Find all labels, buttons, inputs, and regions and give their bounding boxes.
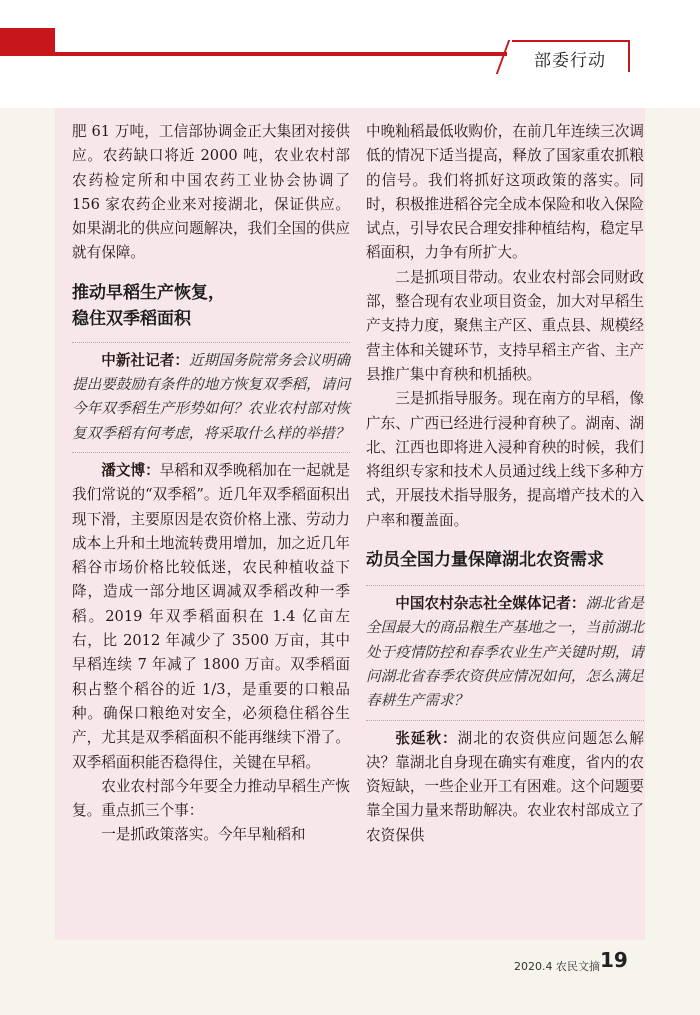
answer-text: 湖北的农资供应问题怎么解决？靠湖北自身现在确实有难度，省内的农资短缺，一些企业开工有困难。这个问题要靠全国力量来帮助解决。农业农村部成立了农资保供	[366, 729, 644, 844]
answer-paragraph	[366, 727, 644, 848]
paragraph: 二是抓项目带动。农业农村部会同财政部，整合现有农业项目资金，加大对早稻生产支持力度，聚焦主产区、重点县、规模经营主体和关键环节，支持早稻主产省、主产县推广集中育秧和机插秧。	[366, 268, 644, 383]
question-speaker: 中国农村杂志社全媒体记者：	[395, 595, 586, 613]
divider	[72, 342, 350, 343]
answer-paragraph	[72, 459, 350, 775]
answer-speaker: 张延秋：	[395, 729, 458, 747]
right-column	[366, 120, 644, 848]
question-text: 近期国务院常务会议明确提出要鼓励有条件的地方恢复双季稻，请问今年双季稻生产形势如何？农业农村部对恢复双季稻有何考虑，将采取什么样的举措？	[72, 351, 350, 442]
page-number: 19	[600, 948, 628, 972]
question-paragraph	[72, 349, 350, 446]
question-speaker: 中新社记者：	[101, 351, 190, 369]
section-heading	[72, 280, 350, 332]
paragraph: 农业农村部今年要全力推动早稻生产恢复。重点抓三个事：	[72, 777, 350, 820]
section-heading-line: 稳住双季稻面积	[72, 308, 191, 329]
question-paragraph	[366, 592, 644, 713]
paragraph: 肥 61 万吨，工信部协调金正大集团对接供应。农药缺口将近 2000 吨，农业农村部农药检定所和中国农药工业协会协调了 156 家农药企业来对接湖北，保证供应。如果湖北的供应问题解决，我们全国的供应就有保障。	[72, 123, 350, 262]
question-text: 湖北省是全国最大的商品粮生产基地之一，当前湖北处于疫情防控和春季农业生产关键时期，请问湖北省春季农资供应情况如何，怎么满足春耕生产需求？	[366, 595, 644, 710]
answer-speaker: 潘文博：	[101, 461, 160, 479]
paragraph: 中晚籼稻最低收购价，在前几年连续三次调低的情况下适当提高，释放了国家重农抓粮的信号。我们将抓好这项政策的落实。同时，积极推进稻谷完全成本保险和收入保险试点，引导农民合理安排种植结构，稳定早稻面积，力争有所扩大。	[366, 123, 644, 262]
divider	[72, 452, 350, 453]
divider	[366, 720, 644, 721]
paragraph: 三是抓指导服务。现在南方的早稻，像广东、广西已经进行浸种育秧了。湖南、湖北、江西也即将进入浸种育秧的时候，我们将组织专家和技术人员通过线上线下多种方式，开展技术指导服务，提高增产技术的入户率和覆盖面。	[366, 390, 644, 529]
left-column	[72, 120, 350, 848]
answer-text: 早稻和双季晚稻加在一起就是我们常说的“双季稻”。近几年双季稻面积出现下滑，主要原因是农资价格上涨、劳动力成本上升和土地流转费用增加，加之近几年稻谷市场价格比较低迷，农民种植收益下降，造成一部分地区调减双季稻改种一季稻。2019 年双季稻面积在 1.4 亿亩左右，比 2012 年减少了 3500 万亩，其中早稻连续 7 年减了 1800 万亩。双季稻面积占整个稻谷的近 1/3，是重要的口粮品种。确保口粮绝对安全，必须稳住稻谷生产，尤其是双季稻面积不能再继续下滑了。双季稻面积能否稳得住，关键在早稻。	[72, 461, 350, 771]
issue-magazine: 2020.4 农民文摘	[514, 960, 600, 973]
header-red-block	[0, 28, 55, 56]
header-red-rule	[55, 52, 507, 56]
section-label: 部委行动	[534, 51, 606, 71]
section-heading: 动员全国力量保障湖北农资需求	[366, 550, 604, 571]
paragraph: 一是抓政策落实。今年早籼稻和	[101, 826, 306, 844]
section-heading-line: 推动早稻生产恢复，	[72, 282, 225, 303]
divider	[366, 585, 644, 586]
